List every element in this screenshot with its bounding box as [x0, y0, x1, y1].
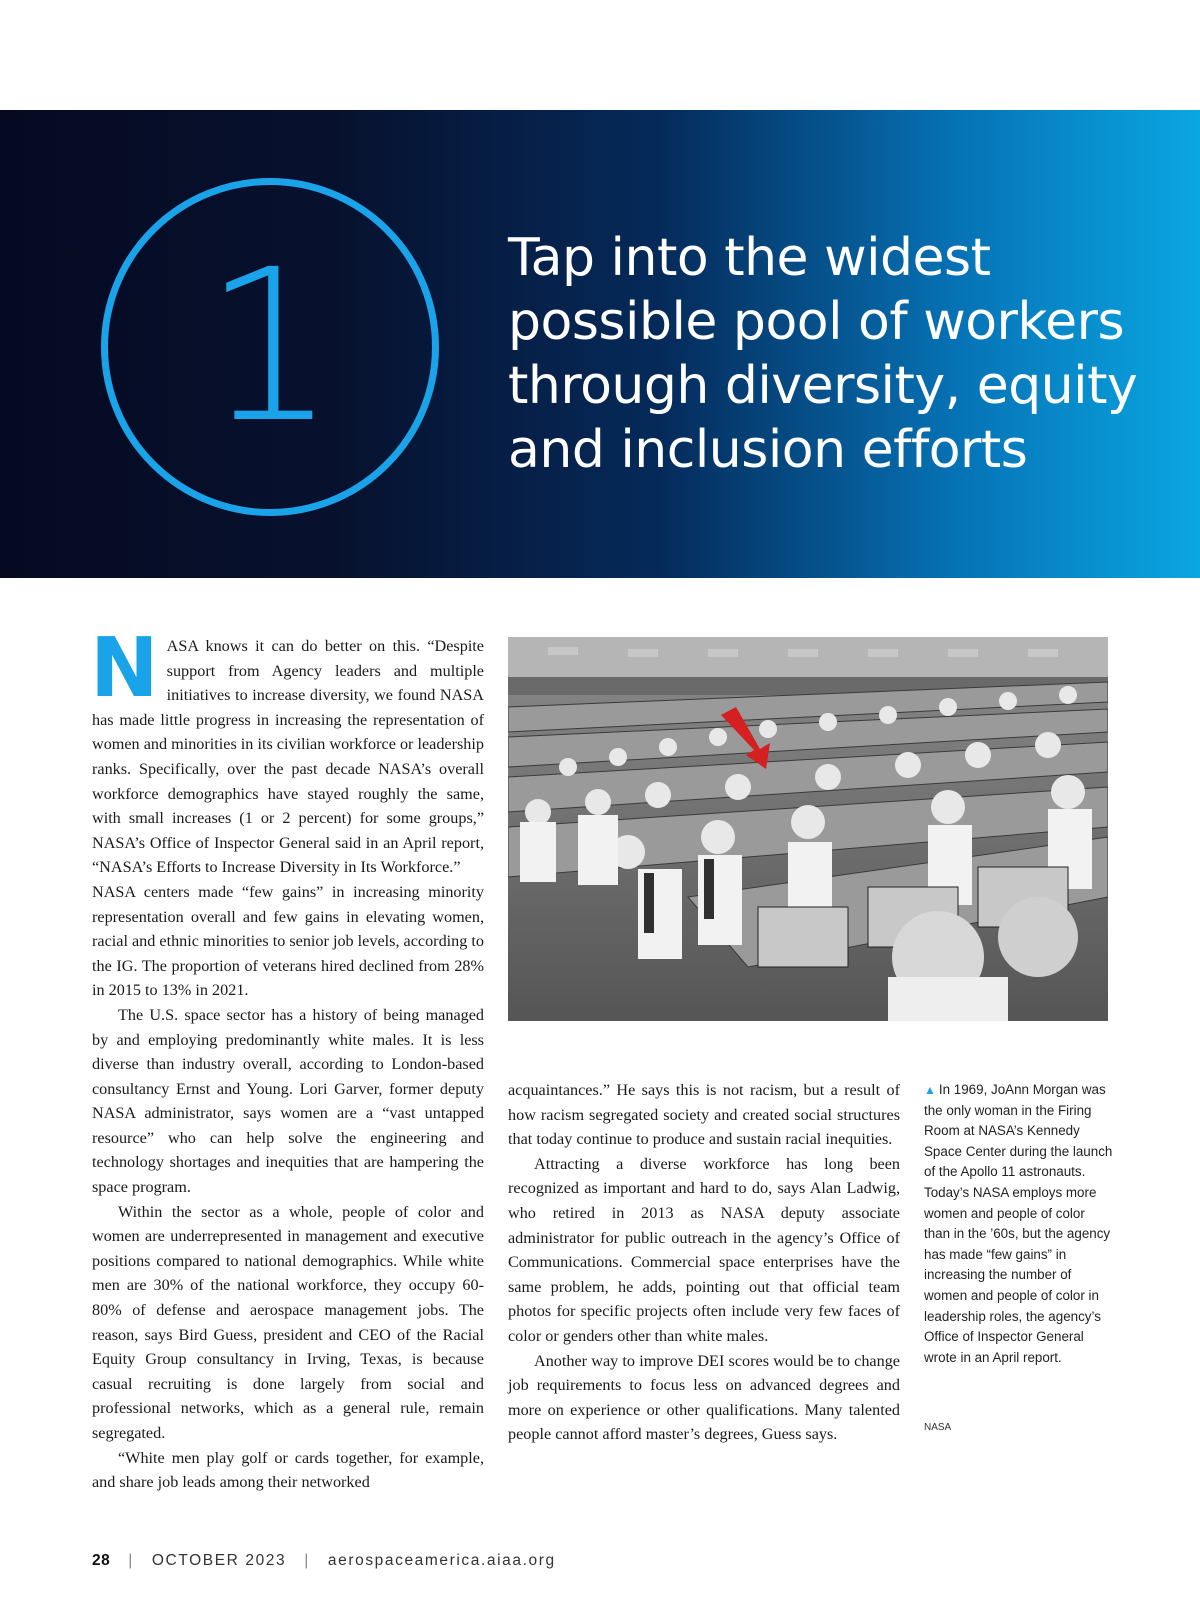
photo-illustration [508, 637, 1108, 1021]
paragraph: acquaintances.” He says this is not racism, but a result of how racism segregated society and created social structures that today continue to produce and sustain racial inequities. [508, 1081, 900, 1149]
triangle-up-icon: ▲ [924, 1083, 936, 1097]
paragraph: Attracting a diverse workforce has long been recognized as important and hard to do, says Alan Ladwig, who retired in 2013 as NASA deputy associate administrator for public outreach in the agency’s Office of Communications. Commercial space enterprises have the same problem, he adds, pointing out that official team photos for specific projects often include very few faces of color or genders other than white males. [508, 1154, 900, 1345]
website-link[interactable]: aerospaceamerica.aiaa.org [327, 1552, 556, 1569]
issue-date: OCTOBER 2023 [151, 1552, 287, 1569]
drop-cap: N [90, 621, 159, 716]
paragraph: Within the sector as a whole, people of color and women are underrepresented in management and executive positions compared to national demographics. While white men are 30% of the national workforce, they occupy 60-80% of defense and aerospace management jobs. The reason, says Bird Guess, president and CEO of the Racial Equity Group consultancy in Irving, Texas, is because casual recruiting is done largely from social and professional networks, which as a general rule, remain segregated. [92, 1202, 484, 1442]
paragraph: ASA knows it can do better on this. “Despite support from Agency leaders and multiple initiatives to increase diversity, we found NASA has made little progress in increasing the representation of women and minorities in its civilian workforce or leadership ranks. Specifically, over the past decade NASA’s overall workforce demographics have stayed roughly the same, with small increases (1 or 2 percent) for some groups,” NASA’s Office of Inspector General said in an April report, “NASA’s Efforts to Increase Diversity in Its Workforce.” [92, 637, 484, 877]
firing-room-photo [508, 637, 1108, 1021]
paragraph: Another way to improve DEI scores would be to change job requirements to focus less on advanced degrees and more on experience or other qualifications. Many talented people cannot afford master’s degrees, Guess says. [508, 1351, 900, 1444]
page-number: 28 [92, 1552, 111, 1569]
photo-credit: NASA [924, 1422, 952, 1433]
article-column-middle [508, 1078, 900, 1447]
page-footer [92, 1552, 556, 1570]
footer-divider: | [128, 1552, 134, 1569]
paragraph: NASA centers made “few gains” in increasing minority representation overall and few gains in elevating women, racial and ethnic minorities to senior job levels, according to the IG. The proportion of veterans hired declined from 28% in 2015 to 13% in 2021. [92, 882, 484, 1000]
section-title: Tap into the widest possible pool of workers through diversity, equity and inclusion efforts [508, 228, 1138, 480]
footer-divider: | [304, 1552, 310, 1569]
paragraph: The U.S. space sector has a history of being managed by and employing predominantly white males. It is less diverse than industry overall, according to London-based consultancy Ernst and Young. Lori Garver, former deputy NASA administrator, says women are a “vast untapped resource” who can help solve the engineering and technology shortages and inequities that are hampering the space program. [92, 1005, 484, 1197]
caption-text: In 1969, JoAnn Morgan was the only woman in the Firing Room at NASA’s Kennedy Space Center during the launch of the Apollo 11 astronauts. Today’s NASA employs more women and people of color than in the ’60s, but the agency has made “few gains” in increasing the number of women and people of color in leadership roles, the agency’s Office of Inspector General wrote in an April report. [924, 1082, 1113, 1365]
article-column-left [90, 621, 484, 1495]
section-number: 1 [203, 224, 337, 469]
paragraph: “White men play golf or cards together, for example, and share job leads among their networked [92, 1448, 484, 1492]
photo-caption [924, 1080, 1114, 1368]
section-banner [0, 110, 1200, 578]
